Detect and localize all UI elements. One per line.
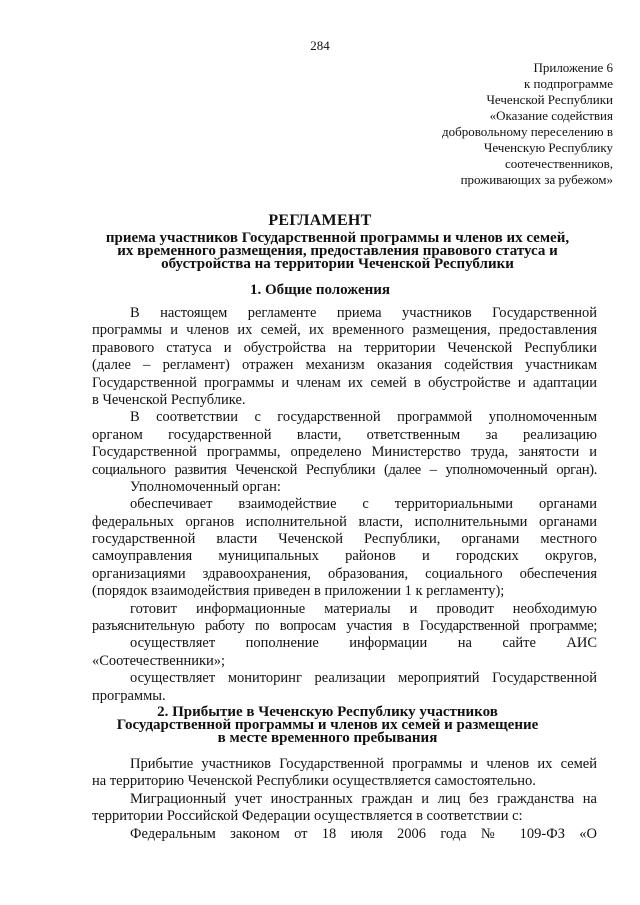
- subtitle-line: их временного размещения, предоставления правового статуса и: [117, 243, 558, 259]
- heading-line: Государственной программы и членов их семей и размещение: [116, 717, 539, 733]
- paragraph-line: федеральных органов исполнительной власти, исполнительными органами: [92, 513, 597, 530]
- subtitle-line: приема участников Государственной программы и членов их семей,: [105, 230, 570, 246]
- paragraph-line: обеспечивает взаимодействие с территориальными органами: [130, 496, 597, 513]
- section-1-heading: 1. Общие положения: [249, 282, 391, 298]
- paragraph-line: В соответствии с государственной программой уполномоченным: [130, 409, 597, 426]
- paragraph-line: Миграционный учет иностранных граждан и лиц без гражданства на: [130, 790, 597, 807]
- paragraph-line: (порядок взаимодействия приведен в приложении 1 к регламенту);: [92, 583, 505, 600]
- paragraph-line: государственной власти Чеченской Республики, органами местного: [92, 531, 597, 548]
- appendix-line: «Оказание содействия: [489, 108, 613, 123]
- heading-line: в месте временного пребывания: [217, 730, 438, 746]
- appendix-line: Чеченскую Республику: [483, 140, 613, 155]
- appendix-line: Чеченской Республики: [486, 92, 613, 107]
- appendix-note: [383, 60, 613, 188]
- section-2-heading: [70, 706, 585, 745]
- paragraph-line: органом государственной власти, ответственным за реализацию: [92, 426, 597, 443]
- paragraph-line: программы.: [92, 687, 166, 704]
- subtitle-line: обустройства на территории Чеченской Республики: [161, 256, 514, 272]
- paragraph-line: (далее – регламент) отражен механизм оказания содействия участникам: [92, 357, 597, 374]
- appendix-line: Приложение 6: [533, 60, 613, 75]
- appendix-line: соотечественников,: [504, 156, 613, 171]
- section-2-body: [92, 756, 597, 843]
- appendix-line: проживающих за рубежом»: [460, 172, 613, 187]
- appendix-line: добровольному переселению в: [442, 124, 613, 139]
- paragraph-line: разъяснительную работу по вопросам участия в Государственной программе;: [92, 618, 597, 635]
- paragraph-line: организациями здравоохранения, образования, социального обеспечения: [92, 565, 597, 582]
- paragraph-line: осуществляет пополнение информации на сайте АИС: [130, 635, 597, 652]
- paragraph-line: Федеральным законом от 18 июля 2006 года № 109-ФЗ «О: [130, 825, 597, 842]
- appendix-line: к подпрограмме: [523, 76, 613, 91]
- paragraph-line: самоуправления муниципальных районов и городских округов,: [92, 548, 597, 565]
- paragraph-line: территории Российской Федерации осуществляется в соответствии с:: [92, 808, 523, 825]
- paragraph-line: программы и членов их семей, их временного размещения, предоставления: [92, 322, 597, 339]
- heading-line: 2. Прибытие в Чеченскую Республику участников: [157, 704, 498, 720]
- paragraph-line: Прибытие участников Государственной программы и членов их семей: [130, 756, 597, 772]
- paragraph-line: «Соотечественники»;: [92, 652, 226, 669]
- section-1-body: [92, 305, 597, 705]
- paragraph-line: Государственной программы, определено Министерство труда, занятости и: [92, 444, 597, 461]
- paragraph-line: в Чеченской Республике.: [92, 391, 246, 408]
- paragraph-line: социального развития Чеченской Республики (далее – уполномоченный орган).: [92, 461, 597, 478]
- paragraph-line: В настоящем регламенте приема участников Государственной: [130, 305, 597, 321]
- page-number: 284: [310, 38, 330, 53]
- paragraph-line: правового статуса и обустройства на территории Чеченской Республики: [92, 339, 597, 356]
- paragraph-line: Государственной программы и членам их семей в обустройстве и адаптации: [92, 374, 597, 391]
- paragraph-line: готовит информационные материалы и проводит необходимую: [130, 600, 597, 617]
- paragraph-line: Уполномоченный орган:: [130, 478, 281, 495]
- paragraph-line: на территорию Чеченской Республики осуществляется самостоятельно.: [92, 773, 536, 790]
- paragraph-line: осуществляет мониторинг реализации мероприятий Государственной: [130, 670, 597, 687]
- document-title: РЕГЛАМЕНТ: [268, 212, 372, 229]
- document-subtitle: [80, 232, 595, 271]
